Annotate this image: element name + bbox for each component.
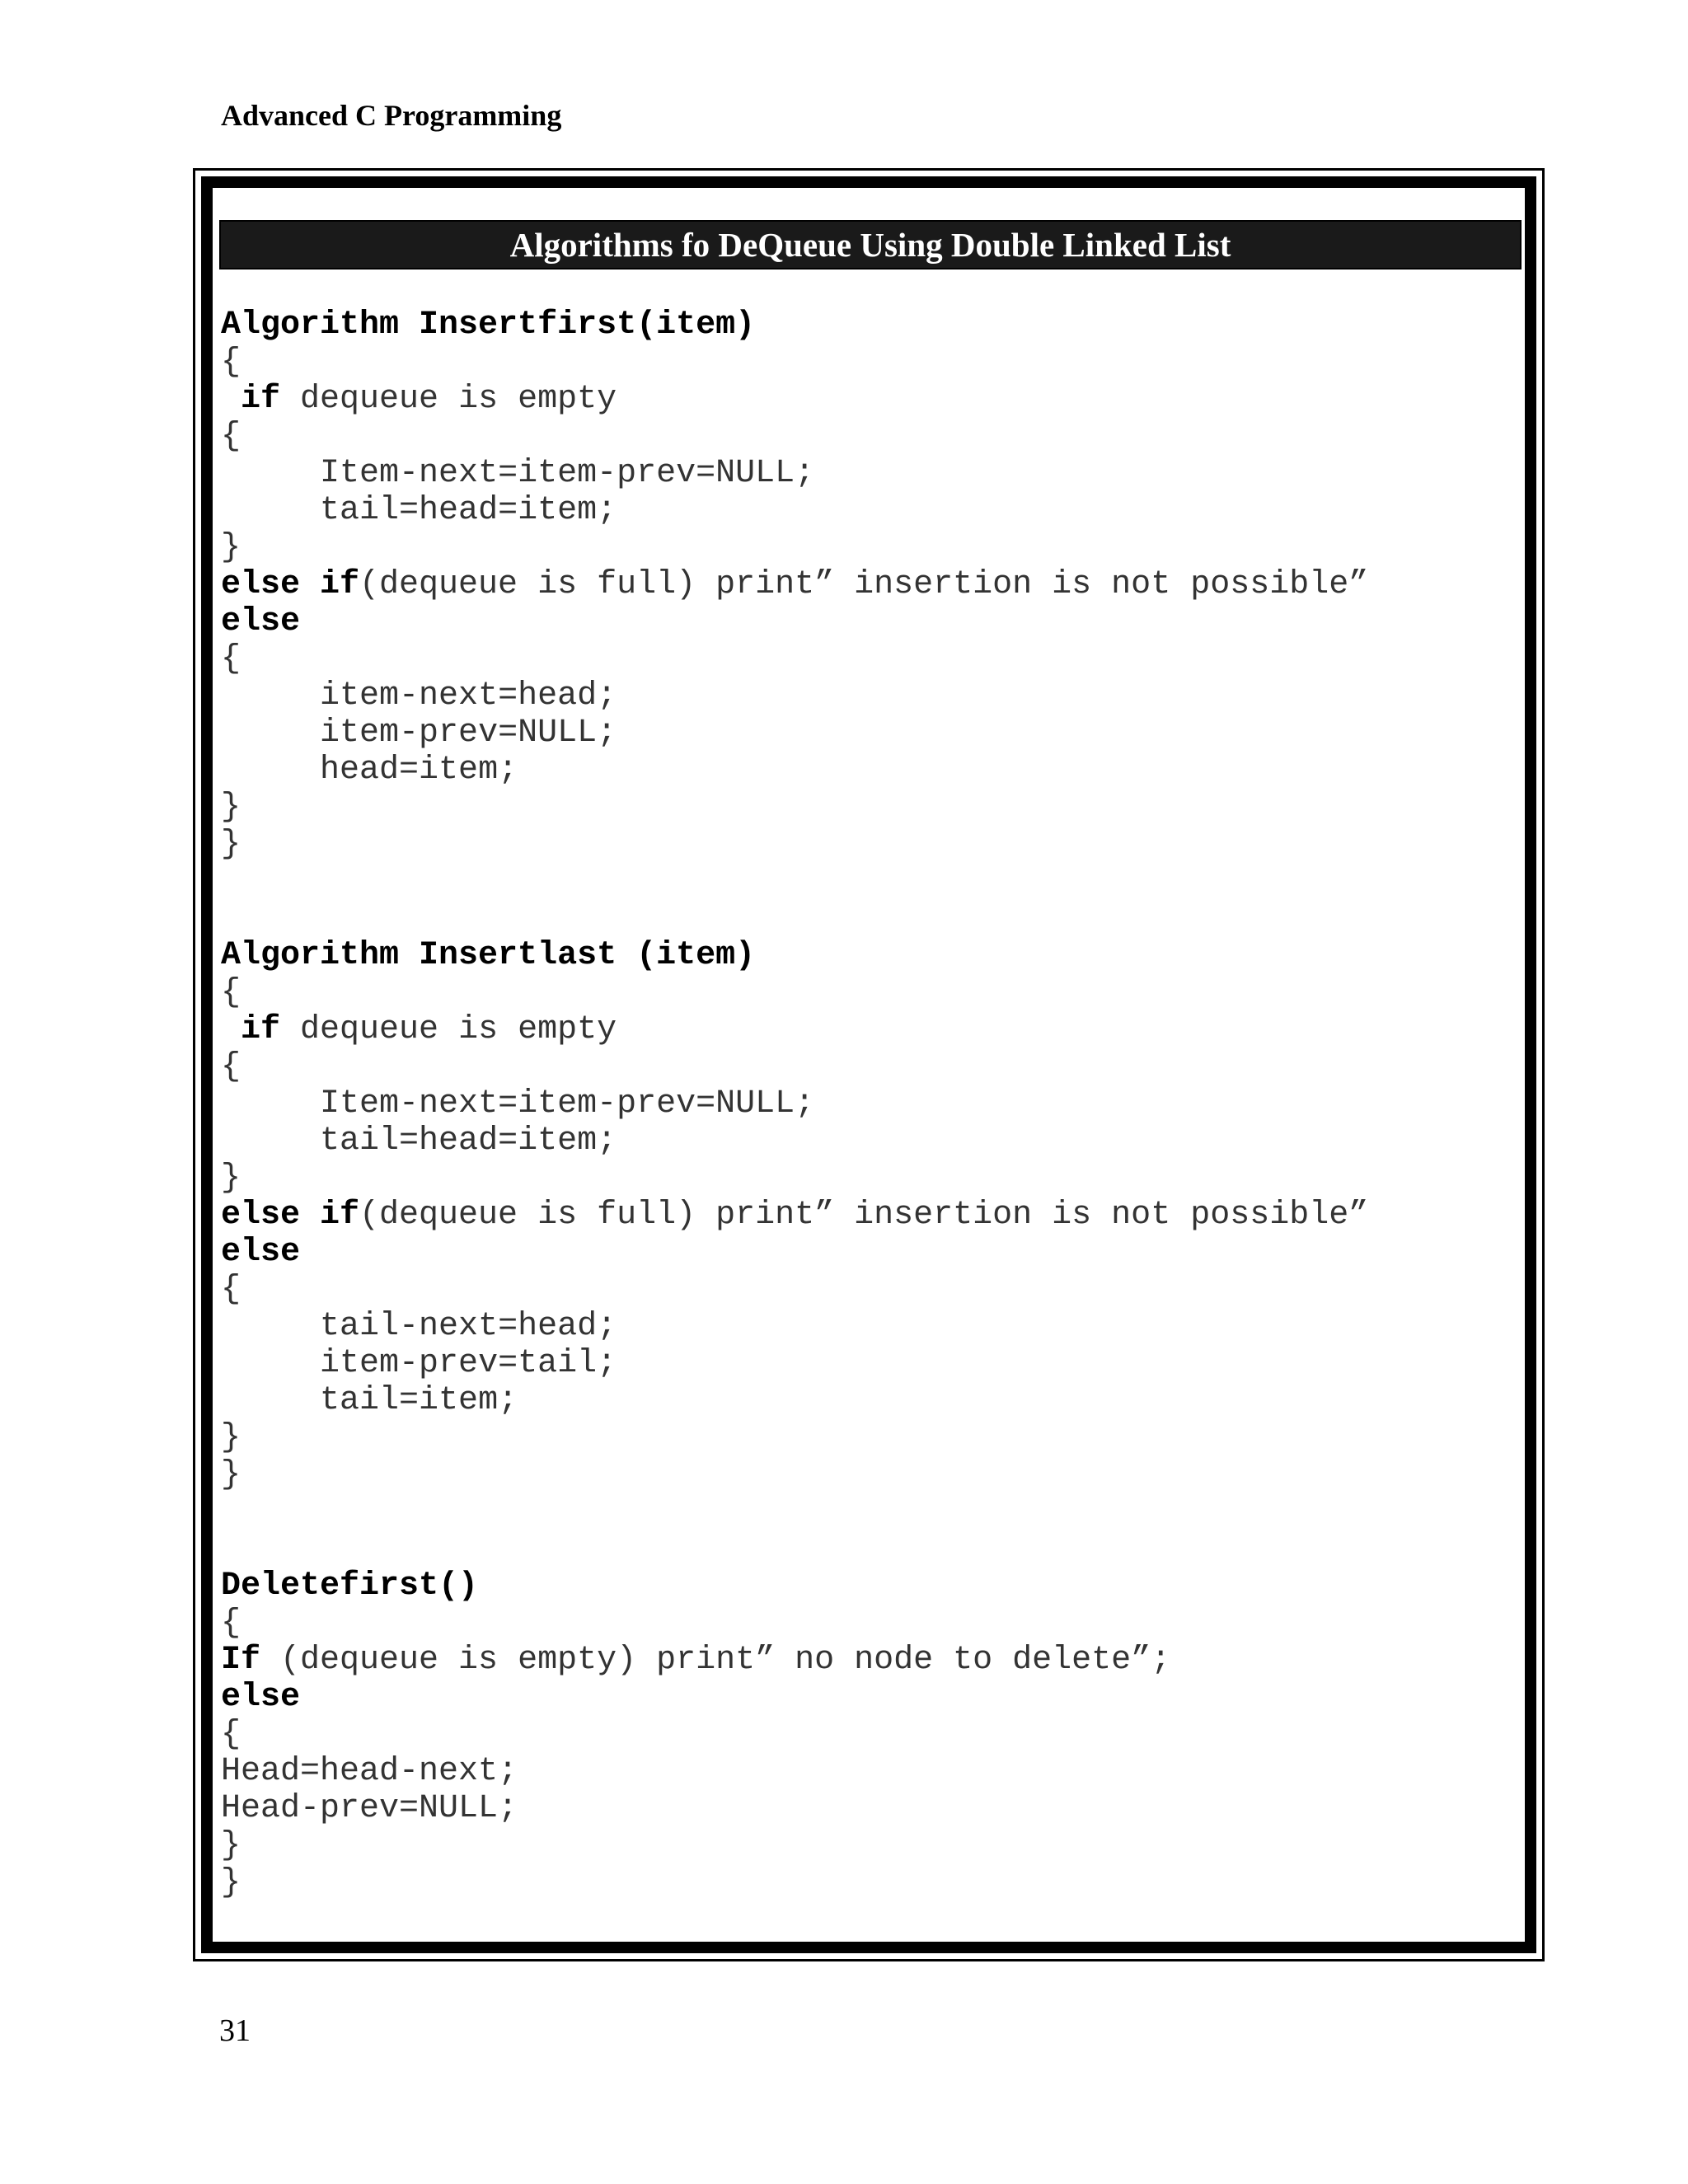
keyword: If	[221, 1642, 261, 1679]
code-line: {	[221, 974, 241, 1011]
code-text: tail=head=item;	[320, 1122, 617, 1160]
code-line	[221, 937, 1507, 974]
code-text: (dequeue is full) print” insertion is not possible”	[359, 566, 1369, 603]
code-line	[221, 455, 1507, 492]
blank-line	[221, 863, 1507, 937]
keyword: else if	[221, 566, 360, 603]
code-line	[221, 1308, 1507, 1345]
keyword: if	[241, 381, 281, 418]
code-line	[221, 715, 1507, 752]
code-text: item-next=head;	[320, 677, 617, 715]
code-line: }	[221, 1419, 241, 1456]
code-text: head=item;	[320, 752, 518, 789]
code-line: {	[221, 1605, 241, 1642]
code-line: }	[221, 789, 241, 826]
code-text: dequeue is empty	[280, 1011, 617, 1048]
code-line: {	[221, 1271, 241, 1308]
code-text: Item-next=item-prev=NULL;	[320, 455, 815, 492]
code-line	[221, 1345, 1507, 1382]
code-line: {	[221, 640, 241, 677]
code-line	[221, 307, 1507, 344]
code-line: }	[221, 1864, 241, 1901]
algorithm-heading: Algorithm Insertfirst(item)	[221, 307, 756, 344]
code-text: dequeue is empty	[280, 381, 617, 418]
keyword: else	[221, 603, 301, 640]
algorithm-heading: Algorithm Insertlast (item)	[221, 937, 756, 974]
code-line	[221, 1642, 1507, 1679]
code-line	[221, 1122, 1507, 1160]
code-line: {	[221, 344, 241, 381]
code-line: {	[221, 1048, 241, 1085]
keyword: else	[221, 1679, 301, 1716]
blank-line	[221, 1493, 1507, 1568]
code-text: (dequeue is empty) print” no node to delete”;	[260, 1642, 1171, 1679]
code-line: Head-prev=NULL;	[221, 1790, 518, 1827]
code-text: tail=head=item;	[320, 492, 617, 529]
box-title: Algorithms fo DeQueue Using Double Linked List	[219, 220, 1522, 269]
keyword: if	[241, 1011, 281, 1048]
code-text: item-prev=NULL;	[320, 715, 617, 752]
code-text: item-prev=tail;	[320, 1345, 617, 1382]
keyword: else	[221, 1234, 301, 1271]
page-number: 31	[219, 2013, 251, 2048]
code-line: }	[221, 1160, 241, 1197]
keyword: else if	[221, 1197, 360, 1234]
code-line	[221, 1568, 1507, 1605]
code-line	[221, 1679, 1507, 1716]
code-text: (dequeue is full) print” insertion is not possible”	[359, 1197, 1369, 1234]
running-header: Advanced C Programming	[221, 99, 562, 132]
code-line: }	[221, 529, 241, 566]
code-line	[221, 381, 1507, 418]
code-line: }	[221, 1456, 241, 1493]
code-line: }	[221, 826, 241, 863]
code-line: Head=head-next;	[221, 1753, 518, 1790]
code-line	[221, 677, 1507, 715]
code-line	[221, 1382, 1507, 1419]
code-line	[221, 566, 1507, 603]
code-block	[221, 307, 1507, 1901]
code-text: Item-next=item-prev=NULL;	[320, 1085, 815, 1122]
code-line	[221, 1085, 1507, 1122]
code-line	[221, 752, 1507, 789]
code-line: {	[221, 1716, 241, 1753]
code-text: tail-next=head;	[320, 1308, 617, 1345]
code-line	[221, 603, 1507, 640]
code-text: tail=item;	[320, 1382, 518, 1419]
code-line: {	[221, 418, 241, 455]
code-line	[221, 1234, 1507, 1271]
algorithm-heading: Deletefirst()	[221, 1568, 479, 1605]
code-line	[221, 1197, 1507, 1234]
code-line	[221, 492, 1507, 529]
code-line	[221, 1011, 1507, 1048]
code-line: }	[221, 1827, 241, 1864]
